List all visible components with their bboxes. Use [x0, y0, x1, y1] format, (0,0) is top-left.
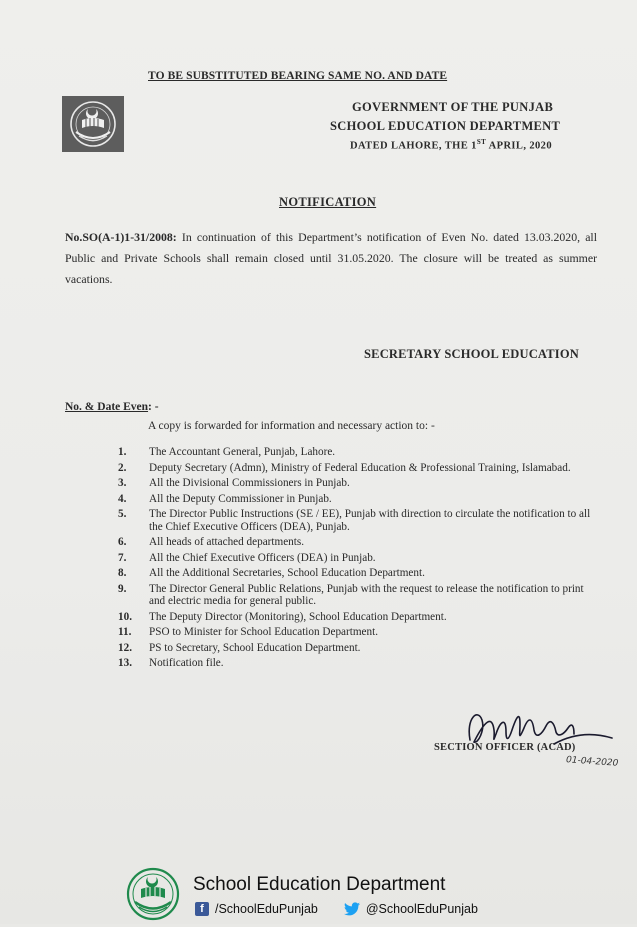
distribution-item-text: Notification file. [149, 657, 224, 669]
distribution-item [118, 536, 598, 549]
distribution-item [118, 552, 598, 565]
distribution-item-text: All the Deputy Commissioner in Punjab. [149, 492, 332, 505]
school-education-logo [122, 866, 184, 922]
notification-number: No.SO(A-1)1-31/2008: [65, 230, 177, 244]
distribution-item [118, 611, 598, 624]
signature [462, 704, 622, 764]
distribution-item-text: The Director General Public Relations, Punjab with the request to release the notification to print and electric media for general public. [149, 582, 584, 607]
distribution-item [118, 626, 598, 639]
distribution-item-number: 9. [118, 582, 127, 595]
distribution-item-text: All the Divisional Commissioners in Punjab. [149, 477, 350, 489]
distribution-item [118, 508, 598, 533]
department-title: SCHOOL EDUCATION DEPARTMENT [330, 119, 561, 133]
distribution-item-number: 4. [118, 492, 127, 505]
distribution-item-text: The Deputy Director (Monitoring), School Education Department. [149, 610, 447, 623]
distribution-item-number: 1. [118, 446, 127, 458]
distribution-item-number: 10. [118, 610, 132, 623]
distribution-item [118, 493, 598, 506]
twitter-handle[interactable]: @SchoolEduPunjab [365, 902, 478, 916]
distribution-list [118, 446, 598, 673]
twitter-icon [344, 902, 360, 916]
dated-line: DATED LAHORE, THE 1ST APRIL, 2020 [350, 138, 552, 152]
distribution-item-number: 13. [118, 657, 132, 669]
distribution-item-number: 7. [118, 551, 127, 564]
distribution-item-text: The Accountant General, Punjab, Lahore. [149, 446, 336, 458]
distribution-item-number: 12. [118, 641, 132, 654]
facebook-icon: f [195, 902, 209, 916]
facebook-handle[interactable]: /SchoolEduPunjab [215, 902, 318, 916]
distribution-item-text: Deputy Secretary (Admn), Ministry of Federal Education & Professional Training, Islamabad. [149, 461, 571, 474]
signature-date: 01-04-2020 [565, 755, 619, 769]
footer-title: School Education Department [193, 874, 446, 895]
distribution-item [118, 583, 598, 608]
no-date-even-heading: No. & Date Even: - [65, 401, 159, 413]
distribution-item-number: 3. [118, 477, 127, 489]
distribution-item-text: All heads of attached departments. [149, 536, 305, 548]
punjab-emblem-icon [62, 96, 124, 152]
copy-forward-intro: A copy is forwarded for information and necessary action to: - [148, 420, 435, 432]
substitution-note: TO BE SUBSTITUTED BEARING SAME NO. AND DATE [148, 70, 448, 82]
distribution-item-number: 8. [118, 567, 127, 579]
distribution-item [118, 642, 598, 655]
punjab-green-emblem-icon [122, 866, 184, 922]
distribution-item-number: 5. [118, 508, 127, 520]
distribution-item-text: PSO to Minister for School Education Department. [149, 626, 378, 638]
distribution-item-number: 6. [118, 536, 127, 548]
section-officer-title: SECTION OFFICER (ACAD) [434, 742, 576, 753]
punjab-government-logo [62, 96, 124, 152]
footer-social-links [195, 902, 478, 916]
distribution-item-text: All the Chief Executive Officers (DEA) in Punjab. [149, 551, 376, 564]
government-title: GOVERNMENT OF THE PUNJAB [352, 100, 554, 114]
distribution-item [118, 446, 598, 459]
notification-text: In continuation of this Department’s notification of Even No. dated 13.03.2020, all Public and Private Schools shall remain closed until 31.05.2020. The closure will be treated as summer vacations. [65, 230, 597, 286]
distribution-item-text: All the Additional Secretaries, School Education Department. [149, 567, 425, 579]
distribution-item [118, 462, 598, 475]
distribution-item [118, 657, 598, 670]
distribution-item [118, 477, 598, 490]
distribution-item-text: PS to Secretary, School Education Department. [149, 641, 361, 654]
distribution-item-number: 11. [118, 626, 132, 638]
distribution-item-text: The Director Public Instructions (SE / EE), Punjab with direction to circulate the notification to all the Chief Executive Officers (DEA), Punjab. [149, 508, 591, 533]
signatory-title: SECRETARY SCHOOL EDUCATION [364, 347, 579, 361]
notification-title: NOTIFICATION [279, 195, 377, 209]
distribution-item [118, 567, 598, 580]
notification-body [65, 227, 597, 290]
distribution-item-number: 2. [118, 461, 127, 474]
